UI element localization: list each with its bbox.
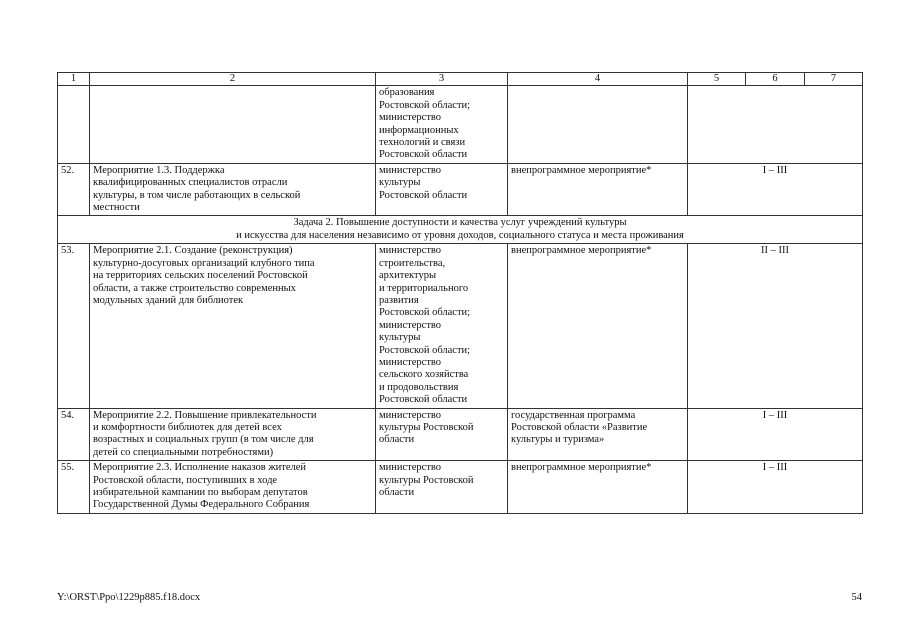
executor-cell-line: министерство [379, 164, 442, 176]
activity-cell [90, 244, 376, 408]
executor-cell-line: технологий и связи [379, 137, 466, 149]
executor-cell [376, 461, 508, 514]
period-cell: II – III [688, 244, 863, 408]
executor-cell-line: Ростовской области; [379, 99, 471, 111]
table-row [58, 86, 863, 163]
executor-cell [376, 244, 508, 408]
executor-cell-line: развития [379, 294, 419, 306]
task-heading-line: Задача 2. Повышение доступности и качества услуг учреждений культуры [293, 217, 627, 229]
header-cell: 3 [376, 73, 508, 86]
executor-cell-line: сельского хозяйства [379, 369, 469, 381]
footer-page-number: 54 [851, 592, 862, 603]
executor-cell-line: министерство [379, 409, 442, 421]
executor-cell-line: области [379, 434, 415, 446]
program-cell [508, 461, 688, 514]
executor-cell-line: культуры Ростовской [379, 421, 474, 433]
program-cell [508, 244, 688, 408]
executor-cell-line: культуры [379, 177, 421, 189]
activity-cell-line: Государственной Думы Федерального Собрания [93, 499, 310, 511]
activity-cell-line: и комфортности библиотек для детей всех [93, 421, 282, 433]
header-cell: 2 [90, 73, 376, 86]
activity-cell [90, 461, 376, 514]
header-cell: 7 [805, 73, 863, 86]
executor-cell-line: культуры Ростовской [379, 474, 474, 486]
executor-cell-line: министерство [379, 356, 442, 368]
executor-cell-line: информационных [379, 124, 459, 136]
activity-cell-line: Мероприятие 2.3. Исполнение наказов жителей [93, 462, 307, 474]
table-row [58, 408, 863, 461]
program-cell-line: внепрограммное мероприятие* [511, 245, 652, 257]
program-cell-line: государственная программа [511, 409, 636, 421]
executor-cell-line: и продовольствия [379, 381, 459, 393]
program-cell-line: Ростовской области «Развитие [511, 421, 648, 433]
period-cell [688, 86, 863, 163]
activity-cell-line: модульных зданий для библиотек [93, 294, 244, 306]
activity-cell-line: на территориях сельских поселений Ростовской [93, 270, 308, 282]
executor-cell [376, 86, 508, 163]
executor-cell-line: области [379, 487, 415, 498]
activity-cell [90, 163, 376, 216]
activity-cell [90, 86, 376, 163]
executor-cell-line: строительства, [379, 257, 446, 269]
activity-cell-line: избирательной кампании по выборам депутатов [93, 487, 308, 498]
header-cell: 6 [746, 73, 805, 86]
executor-cell-line: Ростовской области [379, 189, 468, 201]
program-cell-line: культуры и туризма» [511, 434, 605, 446]
period-cell: I – III [688, 461, 863, 514]
executor-cell-line: архитектуры [379, 270, 436, 282]
activity-cell-line: Мероприятие 1.3. Поддержка [93, 164, 225, 176]
executor-cell [376, 408, 508, 461]
row-number: 52. [58, 163, 90, 216]
activity-cell-line: Ростовской области, поступивших в ходе [93, 474, 278, 486]
executor-cell-line: министерство [379, 112, 442, 124]
task-heading [58, 216, 863, 244]
activity-cell-line: детей со специальными потребностями) [93, 446, 274, 458]
executor-cell-line: министерство [379, 319, 442, 331]
executor-cell-line: Ростовской области [379, 149, 468, 161]
period-cell: I – III [688, 408, 863, 461]
activity-cell [90, 408, 376, 461]
header-cell: 1 [58, 73, 90, 86]
footer-file-path: Y:\ORST\Ppo\1229p885.f18.docx [57, 592, 201, 603]
executor-cell-line: образования [379, 87, 435, 99]
header-cell: 4 [508, 73, 688, 86]
table-header-row [58, 73, 863, 86]
row-number: 53. [58, 244, 90, 408]
task-row [58, 216, 863, 244]
activity-cell-line: культурно-досуговых организаций клубного типа [93, 257, 315, 269]
table-row [58, 244, 863, 408]
row-number: 55. [58, 461, 90, 514]
program-cell [508, 163, 688, 216]
executor-cell [376, 163, 508, 216]
program-cell [508, 408, 688, 461]
executor-cell-line: Ростовской области; [379, 344, 471, 356]
activity-cell-line: квалифицированных специалистов отрасли [93, 177, 288, 189]
row-number [58, 86, 90, 163]
activity-cell-line: области, а также строительство современных [93, 282, 296, 294]
table-row [58, 461, 863, 514]
executor-cell-line: министерство [379, 462, 442, 474]
executor-cell-line: и территориального [379, 282, 469, 294]
activity-cell-line: местности [93, 202, 140, 214]
table-row [58, 163, 863, 216]
executor-cell-line: Ростовской области [379, 394, 468, 406]
activity-cell-line: Мероприятие 2.2. Повышение привлекательности [93, 409, 317, 421]
row-number: 54. [58, 408, 90, 461]
program-cell-line: внепрограммное мероприятие* [511, 164, 652, 176]
period-cell: I – III [688, 163, 863, 216]
task-heading-line: и искусства для населения независимо от уровня доходов, социального статуса и места проживания [236, 229, 684, 241]
program-cell [508, 86, 688, 163]
activity-cell-line: Мероприятие 2.1. Создание (реконструкция) [93, 245, 293, 257]
activity-cell-line: возрастных и социальных групп (в том числе для [93, 434, 314, 446]
program-table [57, 72, 863, 514]
executor-cell-line: министерство [379, 245, 442, 257]
executor-cell-line: Ростовской области; [379, 307, 471, 319]
executor-cell-line: культуры [379, 332, 421, 344]
activity-cell-line: культуры, в том числе работающих в сельской [93, 189, 301, 201]
header-cell: 5 [688, 73, 746, 86]
program-cell-line: внепрограммное мероприятие* [511, 462, 652, 474]
